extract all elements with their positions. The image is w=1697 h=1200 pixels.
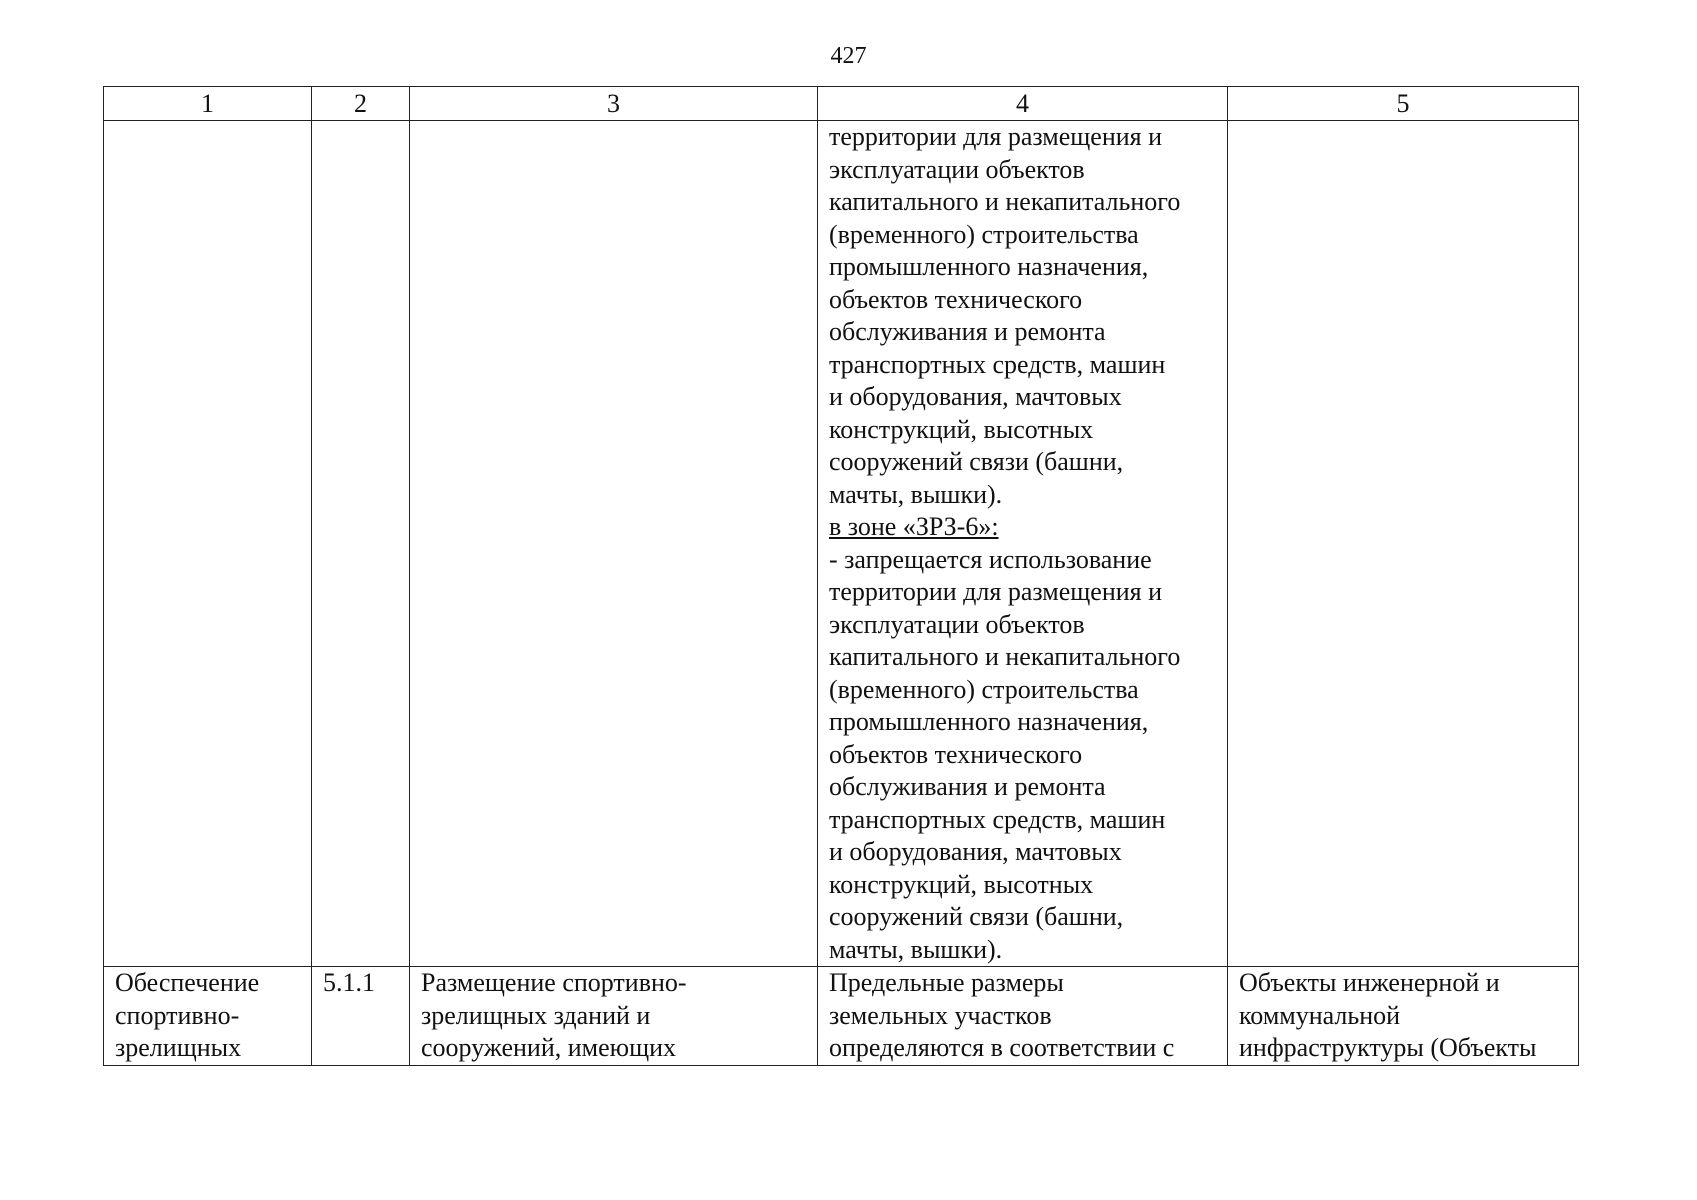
column-header-2: 2 <box>312 87 410 121</box>
cell-parameters <box>818 967 1228 1066</box>
text-line: зрелищных <box>115 1033 242 1062</box>
text-line: конструкций, высотных <box>829 414 1094 444</box>
text-line: объектов технического <box>829 739 1083 769</box>
text-line: (временного) строительства <box>829 674 1139 704</box>
text-line: спортивно- <box>115 1000 240 1030</box>
column-header-3: 3 <box>410 87 818 121</box>
cell-use-description <box>410 967 818 1066</box>
text-line: обслуживания и ремонта <box>829 772 1106 801</box>
cell-col4-restrictions <box>818 121 1228 967</box>
table-header-row <box>104 87 1579 121</box>
text-line: Объекты инженерной и <box>1239 968 1500 997</box>
text-line: эксплуатации объектов <box>829 609 1085 639</box>
text-line: и оборудования, мачтовых <box>829 837 1122 866</box>
cell-col3 <box>410 121 818 967</box>
text-line: сооружений, имеющих <box>421 1033 677 1062</box>
text-line: территории для размещения и <box>829 577 1163 606</box>
column-header-1: 1 <box>104 87 312 121</box>
regulations-table <box>103 86 1579 1066</box>
page-number: 427 <box>830 43 867 69</box>
text-line: зрелищных зданий и <box>421 1000 651 1030</box>
text-line: и оборудования, мачтовых <box>829 382 1122 411</box>
text-line: обслуживания и ремонта <box>829 317 1106 346</box>
zone-heading: в зоне «ЗРЗ-6»: <box>829 512 999 541</box>
text-line: коммунальной <box>1239 1000 1401 1030</box>
text-line: капитального и некапитального <box>829 187 1181 216</box>
text-line: (временного) строительства <box>829 219 1139 249</box>
text-line: Предельные размеры <box>829 968 1064 997</box>
text-line: промышленного назначения, <box>829 707 1149 736</box>
column-header-5: 5 <box>1228 87 1579 121</box>
text-line: сооружений связи (башни, <box>829 902 1124 931</box>
cell-col2 <box>312 121 410 967</box>
cell-col1 <box>104 121 312 967</box>
text-line: транспортных средств, машин <box>829 804 1166 834</box>
text-line: Размещение спортивно- <box>421 968 687 997</box>
text-line: земельных участков <box>829 1000 1052 1030</box>
table-row-sport <box>104 967 1579 1066</box>
text-line: мачты, вышки). <box>829 934 1003 964</box>
text-line: капитального и некапитального <box>829 642 1181 671</box>
cell-use-type <box>104 967 312 1066</box>
text-line: промышленного назначения, <box>829 252 1149 281</box>
text-line: объектов технического <box>829 284 1083 314</box>
text-line: конструкций, высотных <box>829 869 1094 899</box>
table-row-continuation <box>104 121 1579 967</box>
text-line: определяются в соответствии с <box>829 1033 1175 1062</box>
text-line: территории для размещения и <box>829 122 1163 151</box>
text-line: Обеспечение <box>115 968 260 997</box>
text-line: инфраструктуры (Объекты <box>1239 1033 1537 1062</box>
text-line: эксплуатации объектов <box>829 154 1085 184</box>
cell-use-code: 5.1.1 <box>312 967 410 1066</box>
column-header-4: 4 <box>818 87 1228 121</box>
text-line: - запрещается использование <box>829 544 1152 574</box>
cell-auxiliary-uses <box>1228 967 1579 1066</box>
text-line: мачты, вышки). <box>829 479 1003 509</box>
cell-col5 <box>1228 121 1579 967</box>
text-line: транспортных средств, машин <box>829 349 1166 379</box>
text-line: сооружений связи (башни, <box>829 447 1124 476</box>
